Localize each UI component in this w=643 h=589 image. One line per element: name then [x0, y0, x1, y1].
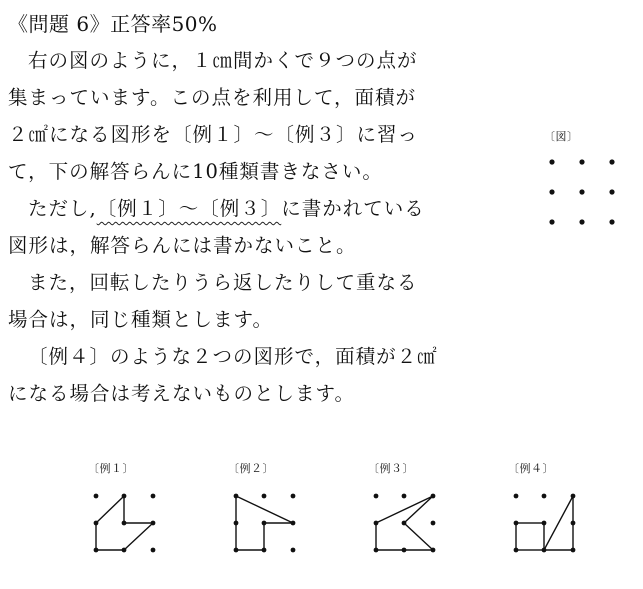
problem-line-9: 〔例４〕のような２つの図形で，面積が２㎠ [28, 345, 438, 368]
problem-line-5 [8, 190, 478, 227]
example-4-label: 〔例４〕 [508, 462, 554, 475]
line-5-prefix: ただし, [28, 197, 97, 220]
line-5-suffix: に書かれている [281, 197, 425, 220]
problem-line-6: 図形は，解答らんには書かないこと。 [8, 234, 357, 257]
problem-line-3: ２㎠になる図形を〔例１〕～〔例３〕に習っ [8, 123, 419, 146]
example-1-label: 〔例１〕 [88, 462, 134, 475]
problem-text [8, 42, 478, 412]
example-1-figure [88, 488, 168, 568]
problem-line-2: 集まっています。この点を利用して，面積が [8, 86, 417, 109]
example-2-label: 〔例２〕 [228, 462, 274, 475]
problem-line-10: になる場合は考えないものとします。 [8, 382, 355, 405]
example-2-figure [228, 488, 308, 568]
example-3-label: 〔例３〕 [368, 462, 414, 475]
problem-line-1: 右の図のように，１㎝間かくで９つの点が [28, 49, 418, 72]
problem-title: 《問題 6》正答率50% [8, 12, 218, 36]
figure-label: 〔図〕 [544, 130, 579, 143]
example-4-figure [508, 488, 588, 568]
problem-line-4: て，下の解答らんに10種類書きなさい。 [8, 160, 383, 183]
example-3-figure [368, 488, 448, 568]
problem-line-7: また，回転したりうら返したりして重なる [28, 271, 418, 294]
wavy-underlined-examples: 〔例１〕～〔例３〕 [96, 197, 282, 220]
reference-dot-grid [540, 150, 620, 230]
problem-line-8: 場合は，同じ種類とします。 [8, 308, 273, 331]
